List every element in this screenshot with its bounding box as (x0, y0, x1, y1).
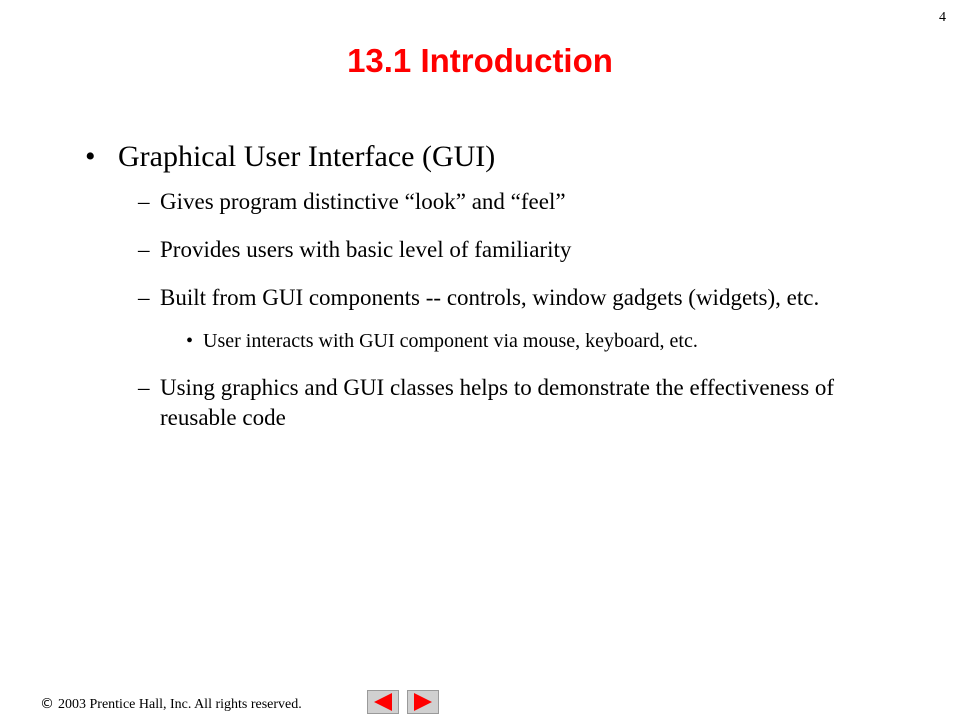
bullet-main (0, 136, 960, 178)
sub-bullet-text: Using graphics and GUI classes helps to demonstrate the effectiveness of reusable code (160, 375, 835, 430)
right-arrow-icon (414, 693, 432, 711)
dash-marker: – (138, 237, 150, 262)
sub-bullet-familiarity (0, 235, 880, 265)
sub-bullet-reusable-code (0, 373, 880, 433)
slide-title: 13.1 Introduction (347, 42, 613, 79)
slide-navigation (367, 690, 439, 714)
sub-bullet-components (0, 283, 880, 313)
sub-bullet-text: Built from GUI components -- controls, window gadgets (widgets), etc. (160, 285, 820, 310)
previous-slide-button[interactable] (367, 690, 399, 714)
page-number: 4 (939, 10, 946, 25)
bullet-main-text: Graphical User Interface (GUI) (118, 140, 496, 173)
sub-bullet-look-feel (0, 187, 880, 217)
sub-sub-bullet-interaction (0, 327, 960, 355)
dash-marker: – (138, 189, 150, 214)
slide-content (0, 136, 960, 451)
copyright-notice (40, 696, 302, 713)
dash-marker: – (138, 375, 150, 400)
bullet-marker: • (186, 330, 194, 352)
dash-marker: – (138, 285, 150, 310)
sub-sub-bullet-text: User interacts with GUI component via mouse, keyboard, etc. (203, 330, 698, 352)
copyright-icon: © (40, 696, 54, 712)
sub-bullet-text: Provides users with basic level of familiarity (160, 237, 572, 262)
next-slide-button[interactable] (407, 690, 439, 714)
bullet-marker: • (85, 140, 96, 173)
sub-bullet-text: Gives program distinctive “look” and “feel” (160, 189, 566, 214)
copyright-text: 2003 Prentice Hall, Inc. All rights reserved. (58, 697, 302, 712)
left-arrow-icon (374, 693, 392, 711)
